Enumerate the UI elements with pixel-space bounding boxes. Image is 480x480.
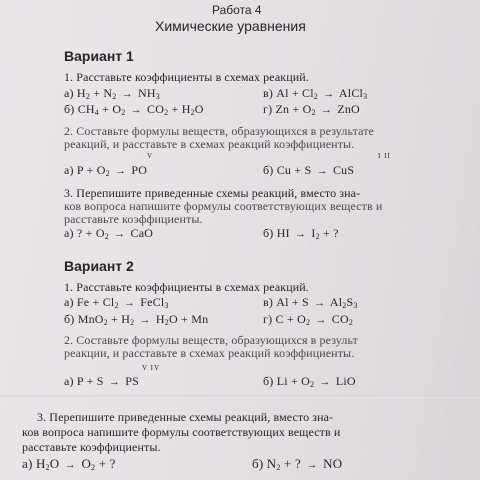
v2-task1-reaction-v: в) $Al + S \to Al_2S_3$ (263, 295, 358, 310)
item-label: б) (64, 312, 75, 326)
v1-task2-reaction-a: а) $P + O_2$ → PO (64, 163, 148, 178)
v1-task3-line1: 3. Перепишите приведенные схемы реакций, вместо зна- (64, 186, 361, 200)
item-label: а) (22, 456, 33, 471)
v2-task3-line3: расставьте коэффициенты. (22, 440, 161, 454)
v2-task3-line2: ков вопроса напишите формулы соответствующих веществ и (22, 425, 341, 439)
v1-task1-reaction-a: а) $H_2 + N_2 \to NH_3$ (64, 86, 160, 101)
valence-mark: I II (378, 152, 391, 160)
item-label: в) (263, 86, 274, 100)
v2-task3-reaction-a: а) $H_2O \to O_2$ + ? (22, 456, 116, 472)
item-label: а) (64, 226, 74, 240)
v1-task1-reaction-g: г) $Zn + O_2$ → ZnO (263, 102, 360, 117)
valence-mark: V (147, 152, 154, 160)
v2-task2-line2: реакции, и расставьте в схемах реакций коэффициенты. (64, 346, 355, 360)
v1-task1-reaction-b: б) $CH_4 + O_2 \to CO_2 + H_2O$ (64, 102, 204, 117)
item-label: б) (263, 163, 274, 177)
item-label: а) (64, 295, 74, 309)
work-number: Работа 4 (212, 3, 262, 17)
v1-task3-reaction-a: а) ? + $O_2$ → CaO (64, 226, 154, 241)
v1-task2-line1: 2. Составьте формулы веществ, образующихся в результате (64, 124, 374, 138)
v1-task3-line3: расставьте коэффициенты. (64, 212, 203, 226)
page-fold-shadow (0, 395, 480, 398)
v1-task2-reaction-b: б) Cu + S → CuS (263, 163, 355, 177)
v1-task1-text: 1. Расставьте коэффициенты в схемах реакций. (64, 70, 309, 84)
v1-task1-reaction-v: в) $Al + Cl_2$ → AlCl$_3$ (263, 86, 368, 101)
page-title: Химические уравнения (155, 18, 306, 34)
item-label: а) (64, 374, 74, 388)
item-label: а) (64, 163, 74, 177)
v2-task3-reaction-b: б) $N_2$ + ? → NO (252, 456, 343, 472)
item-label: г) (263, 312, 273, 326)
v2-task3-line1: 3. Перепишите приведенные схемы реакций, вместо зна- (37, 410, 334, 424)
v2-task2-reaction-a: а) P + S → PS (64, 374, 139, 388)
variant-1-heading: Вариант 1 (64, 48, 134, 64)
variant-2-heading: Вариант 2 (64, 258, 134, 274)
v2-task2-reaction-b: б) $Li + O_2$ → LiO (263, 374, 356, 389)
item-label: б) (252, 456, 264, 471)
item-label: б) (64, 102, 75, 116)
valence-mark: V IV (142, 364, 161, 372)
item-label: а) (64, 86, 74, 100)
item-label: б) (263, 374, 274, 388)
v2-task2-line1: 2. Составьте формулы веществ, образующихся в результ (64, 333, 358, 347)
v2-task1-reaction-g: г) $C + O_2 \to CO_2$ (263, 312, 354, 327)
item-label: б) (263, 226, 274, 240)
v2-task1-text: 1. Расставьте коэффициенты в схемах реакций. (64, 280, 309, 294)
v2-task1-reaction-a: а) $Fe + Cl_2$ → FeCl$_3$ (64, 295, 169, 310)
v1-task3-reaction-b: б) HI → $I_2$ + ? (263, 226, 339, 241)
item-label: г) (263, 102, 273, 116)
item-label: в) (263, 295, 274, 309)
v1-task3-line2: ков вопроса напишите формулы соответствующих веществ и (64, 199, 383, 213)
v2-task1-reaction-b: б) $MnO_2 + H_2 \to H_2O + Mn$ (64, 312, 209, 327)
v1-task2-line2: реакций, и расставьте в схемах реакций коэффициенты. (64, 137, 355, 151)
